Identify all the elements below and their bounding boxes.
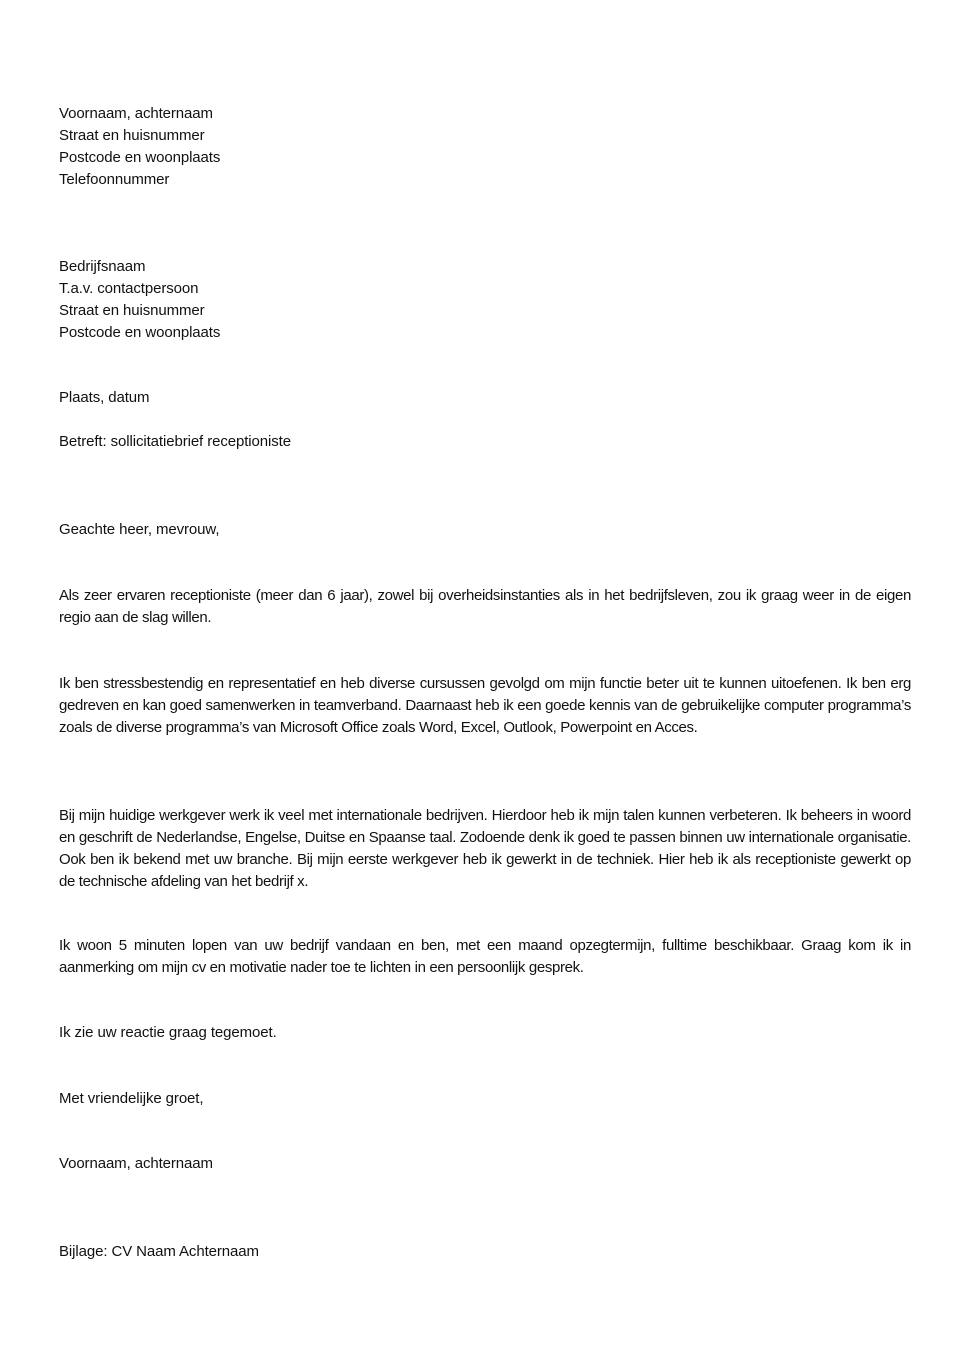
- signature: [59, 1153, 911, 1175]
- signature-name: Voornaam, achternaam: [59, 1155, 213, 1172]
- attachment-text: Bijlage: CV Naam Achternaam: [59, 1243, 259, 1260]
- salutation-text: Geachte heer, mevrouw,: [59, 521, 220, 538]
- closing-greeting: [59, 1088, 911, 1110]
- subject-text: Betreft: sollicitatiebrief receptioniste: [59, 433, 291, 450]
- sender-address: [59, 103, 911, 191]
- body-paragraph-3: Bij mijn huidige werkgever werk ik veel met internationale bedrijven. Hierdoor heb ik mijn talen kunnen verbeteren. Ik beheers in woord en geschrift de Nederlandse, Engelse, Duitse en Spaanse taal. Zodoende denk ik goed te passen binnen uw internationale organisatie. Ook ben ik bekend met uw branche. Bij mijn eerste werkgever heb ik gewerkt in de techniek. Hier heb ik als receptioniste gewerkt op de technische afdeling van het bedrijf x.: [59, 807, 911, 890]
- place-date: [59, 387, 911, 409]
- body-paragraph-2: Ik ben stressbestendig en representatief en heb diverse cursussen gevolgd om mijn functie beter uit te kunnen uitoefenen. Ik ben erg gedreven en kan goed samenwerken in teamverband. Daarnaast heb ik een goede kennis van de gebruikelijke computer programma’s zoals de diverse programma’s van Microsoft Office zoals Word, Excel, Outlook, Powerpoint en Acces.: [59, 675, 911, 736]
- sender-name: Voornaam, achternaam: [59, 105, 213, 122]
- closing-line: [59, 1022, 911, 1044]
- body-paragraph-4: Ik woon 5 minuten lopen van uw bedrijf vandaan en ben, met een maand opzegtermijn, fulltime beschikbaar. Graag kom ik in aanmerking om mijn cv en motivatie nader toe te lichten in een persoonlijk gesprek.: [59, 937, 911, 976]
- recipient-attention: T.a.v. contactpersoon: [59, 280, 199, 297]
- closing-greeting-text: Met vriendelijke groet,: [59, 1090, 204, 1107]
- closing-line-text: Ik zie uw reactie graag tegemoet.: [59, 1024, 277, 1041]
- salutation: [59, 519, 911, 541]
- sender-postal-city: Postcode en woonplaats: [59, 149, 221, 166]
- subject-line: [59, 431, 911, 453]
- recipient-company: Bedrijfsnaam: [59, 258, 146, 275]
- place-date-text: Plaats, datum: [59, 389, 150, 406]
- sender-street: Straat en huisnummer: [59, 127, 205, 144]
- sender-phone: Telefoonnummer: [59, 171, 170, 188]
- attachment-note: [59, 1241, 911, 1263]
- body-paragraph-1: Als zeer ervaren receptioniste (meer dan 6 jaar), zowel bij overheidsinstanties als in het bedrijfsleven, zou ik graag weer in de eigen regio aan de slag willen.: [59, 587, 911, 626]
- recipient-address: [59, 256, 911, 344]
- recipient-postal-city: Postcode en woonplaats: [59, 324, 221, 341]
- recipient-street: Straat en huisnummer: [59, 302, 205, 319]
